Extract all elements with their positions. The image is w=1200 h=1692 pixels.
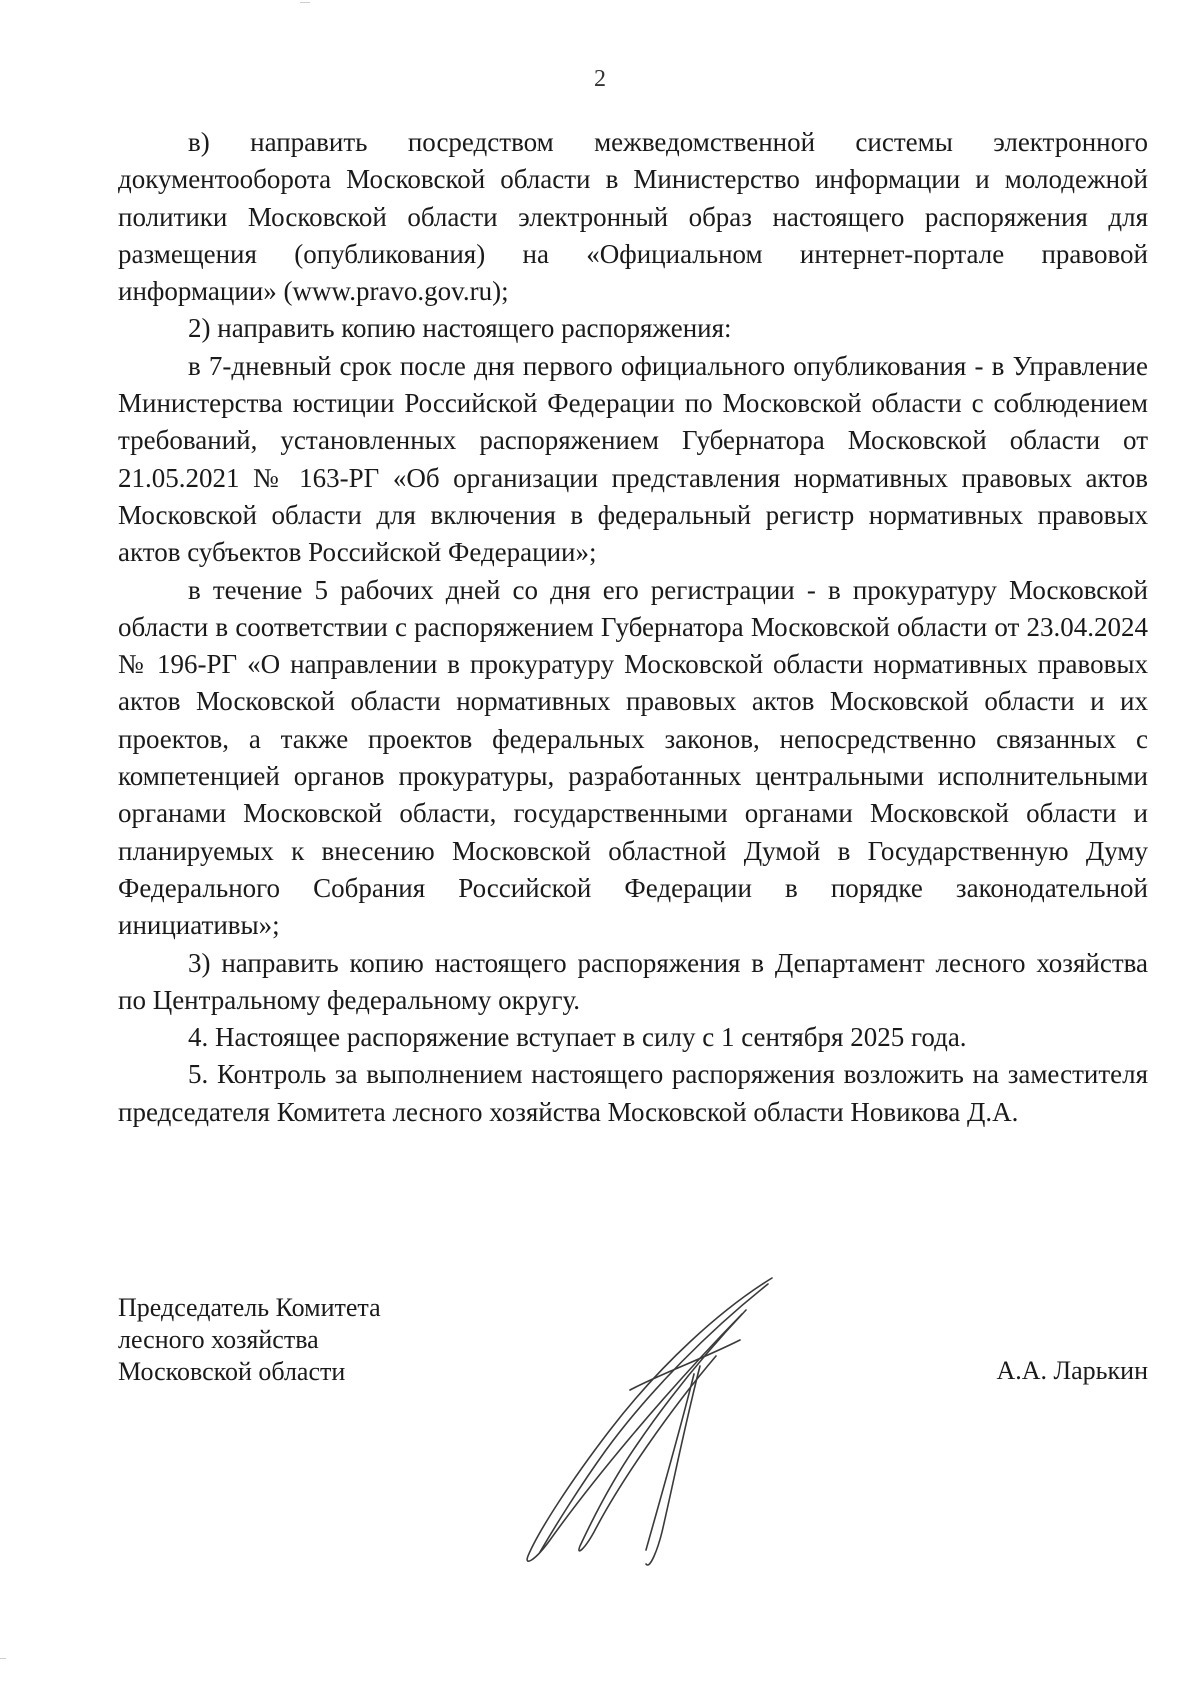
- signatory-title-line: лесного хозяйства: [118, 1325, 319, 1354]
- signatory-title: [118, 1292, 381, 1388]
- paragraph-ministry-of-justice: в 7-дневный срок после дня первого официального опубликования - в Управление Министерства юстиции Российской Федерации по Московской области с соблюдением требований, установленных распоряжением Губернатора Московской области от 21.05.2021 № 163-РГ «Об организации представления нормативных правовых актов Московской области для включения в федеральный регистр нормативных правовых актов субъектов Российской Федерации»;: [118, 350, 1148, 568]
- paragraph-3-forestry-department: 3) направить копию настоящего распоряжения в Департамент лесного хозяйства по Центральному федеральному округу.: [118, 947, 1148, 1015]
- signatory-title-line: Московской области: [118, 1357, 346, 1386]
- signatory-title-line: Председатель Комитета: [118, 1293, 381, 1322]
- paragraph-5-control: 5. Контроль за выполнением настоящего распоряжения возложить на заместителя председателя Комитета лесного хозяйства Московской области Новикова Д.А.: [118, 1059, 1148, 1127]
- paragraph-2-send-copy: 2) направить копию настоящего распоряжения:: [188, 313, 732, 344]
- scan-artifact: [300, 2, 310, 3]
- paragraph-4-effective-date: 4. Настоящее распоряжение вступает в силу с 1 сентября 2025 года.: [188, 1022, 967, 1053]
- signatory-name: А.А. Ларькин: [996, 1356, 1148, 1385]
- handwritten-signature: [510, 1270, 830, 1570]
- document-body: [118, 124, 1148, 1131]
- scan-artifact: [0, 1658, 6, 1659]
- paragraph-prosecutor: в течение 5 рабочих дней со дня его регистрации - в прокуратуру Московской области в соответствии с распоряжением Губернатора Московской области от 23.04.2024 № 196-РГ «О направлении в прокуратуру Московской области нормативных правовых актов Московской области нормативных правовых актов Московской области и их проектов, а также проектов федеральных законов, непосредственно связанных с компетенцией органов прокуратуры, разработанных центральными исполнительными органами Московской области, государственными органами Московской области и планируемых к внесению Московской областной Думой в Государственную Думу Федерального Собрания Российской Федерации в порядке законодательной инициативы»;: [118, 574, 1148, 941]
- paragraph-v-publish: в) направить посредством межведомственной системы электронного документооборота Московской области в Министерство информации и молодежной политики Московской области электронный образ настоящего распоряжения для размещения (опубликования) на «Официальном интернет-портале правовой информации» (www.pravo.gov.ru);: [118, 127, 1148, 307]
- page-number: 2: [594, 66, 606, 92]
